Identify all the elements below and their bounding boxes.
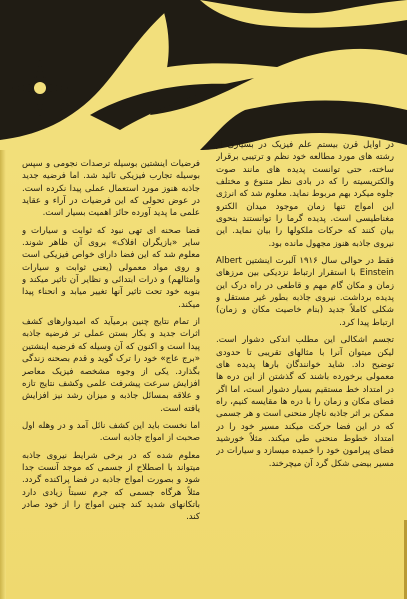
paragraph: فرضیات اینشتین بوسیله ترصدات نجومی و سپس بوسیله تجارب فیزیکی تائید شد. اما فرضیه جدید جاذبه هنوز مورد استعمال عملی پیدا نکرده است. در عوض تحولی که این فرضیات در آراء و عقاید علمی ما پدید آورده حائز اهمیت بسیار است. — [22, 159, 200, 219]
header-art — [0, 0, 407, 150]
text-column-left — [22, 158, 200, 576]
paragraph: معلوم شده که در برخی شرایط نیروی جاذبه میتواند با اصطلاح از جسمی که موجد آنست جدا شود و بصورت امواج جاذبه در فضا پراکنده گردد. مثلاً هرگاه جسمی که جرم نسبتاً زیادی دارد باتکانهای شدید کند چنین امواج را از خود صادر کند. — [22, 450, 200, 523]
paragraph: فقط در حوالی سال ۱۹۱۶ آلبرت اینشتین Albert Einstein با استقرار ارتباط نزدیکی بین مرزهای زمان و مکان گام مهم و قاطعی در راه درک این پدیده برداشت. نیروی جاذبه بطور غیر مستقل و شکلی کاملاً جدید (بنام خاصیت مکان و زمان) ارتباط پیدا کرد. — [216, 256, 394, 328]
paragraph: از تمام نتایج چنین برمیآید که امیدوارهای کشف اثرات جدید و بکار بستن عملی تر فرضیه جاذبه پیدا است و اکنون که آن وسیله که فرضیه اینشتین «برج عاج» خود را ترک گوید و قدم بصحنه زندگی بگذارد. یکی از وجوه مشخصه فیزیک معاصر افزایش سرعت پیشرفت علمی وکشف نتایج تازه و علاقه بمسائل جاذبه و میزان رشد نیز افزایش یافته است. — [22, 317, 200, 414]
paragraph: تجسم اشکالی این مطلب اندکی دشوار است. لیکن میتوان آنرا با مثالهای تقریبی تا حدودی توضیح داد. شاید خوانندگان بارها پدیده های معمولی برخورده باشند که گذشتن از این دره ها در امتداد خط مستقیم بسیار دشوار است، اما اگر فضای مکان و زمان را با دره ها مقایسه کنیم، راه ممکن بر اثر جاذبه ناچار منحنی است و هر جسمی که در این فضا حرکت میکند مسیر خود را در امتداد خطوط منحنی طی میکند. مثلاً خورشید فضای پیرامون خود را خمیده میسازد و سیارات در مسیر بیضی شکل گرد آن میچرخند. — [216, 335, 394, 469]
paragraph: در اوایل قرن بیستم علم فیزیک در بسیاری از رشته های مورد مطالعه خود نظم و ترتیبی برقرار ساخته، حتی توانست پدیده های مانند صوت والکتریسیته را که در بادی نظر متنوع و مختلف جلوه میکرد بهم مربوط نماید. معلوم شد که انرژی این امواج تنها زمان موجود میدان الکترو مغناطیسی است. پدیده گرما را توانستند بنحوی بیان کنند که حرکات ملکولها را بیان نماید. این نیروی جاذبه هنوز مجهول مانده بود. — [216, 140, 394, 249]
text-column-right — [216, 139, 394, 579]
paragraph: فضا صحنه ای تهی نبود که ثوابت و سیارات و سایر «بازیگران افلاک» بروی آن ظاهر شوند. معلوم شد که این فضا دارای خواص فیزیکی است و روی مواد معمولی (یعنی ثوابت و سیارات وامثالهم) و ذرات ابتدائی و نظایر آن تاثیر میکند و بنوبه خود تحت تاثیر آنها تغییر میابد و انحناء پیدا میکند. — [22, 225, 200, 310]
paragraph: اما نخست باید این کشف نائل آمد و در وهله اول صحبت از امواج جاذبه است. — [22, 420, 200, 444]
